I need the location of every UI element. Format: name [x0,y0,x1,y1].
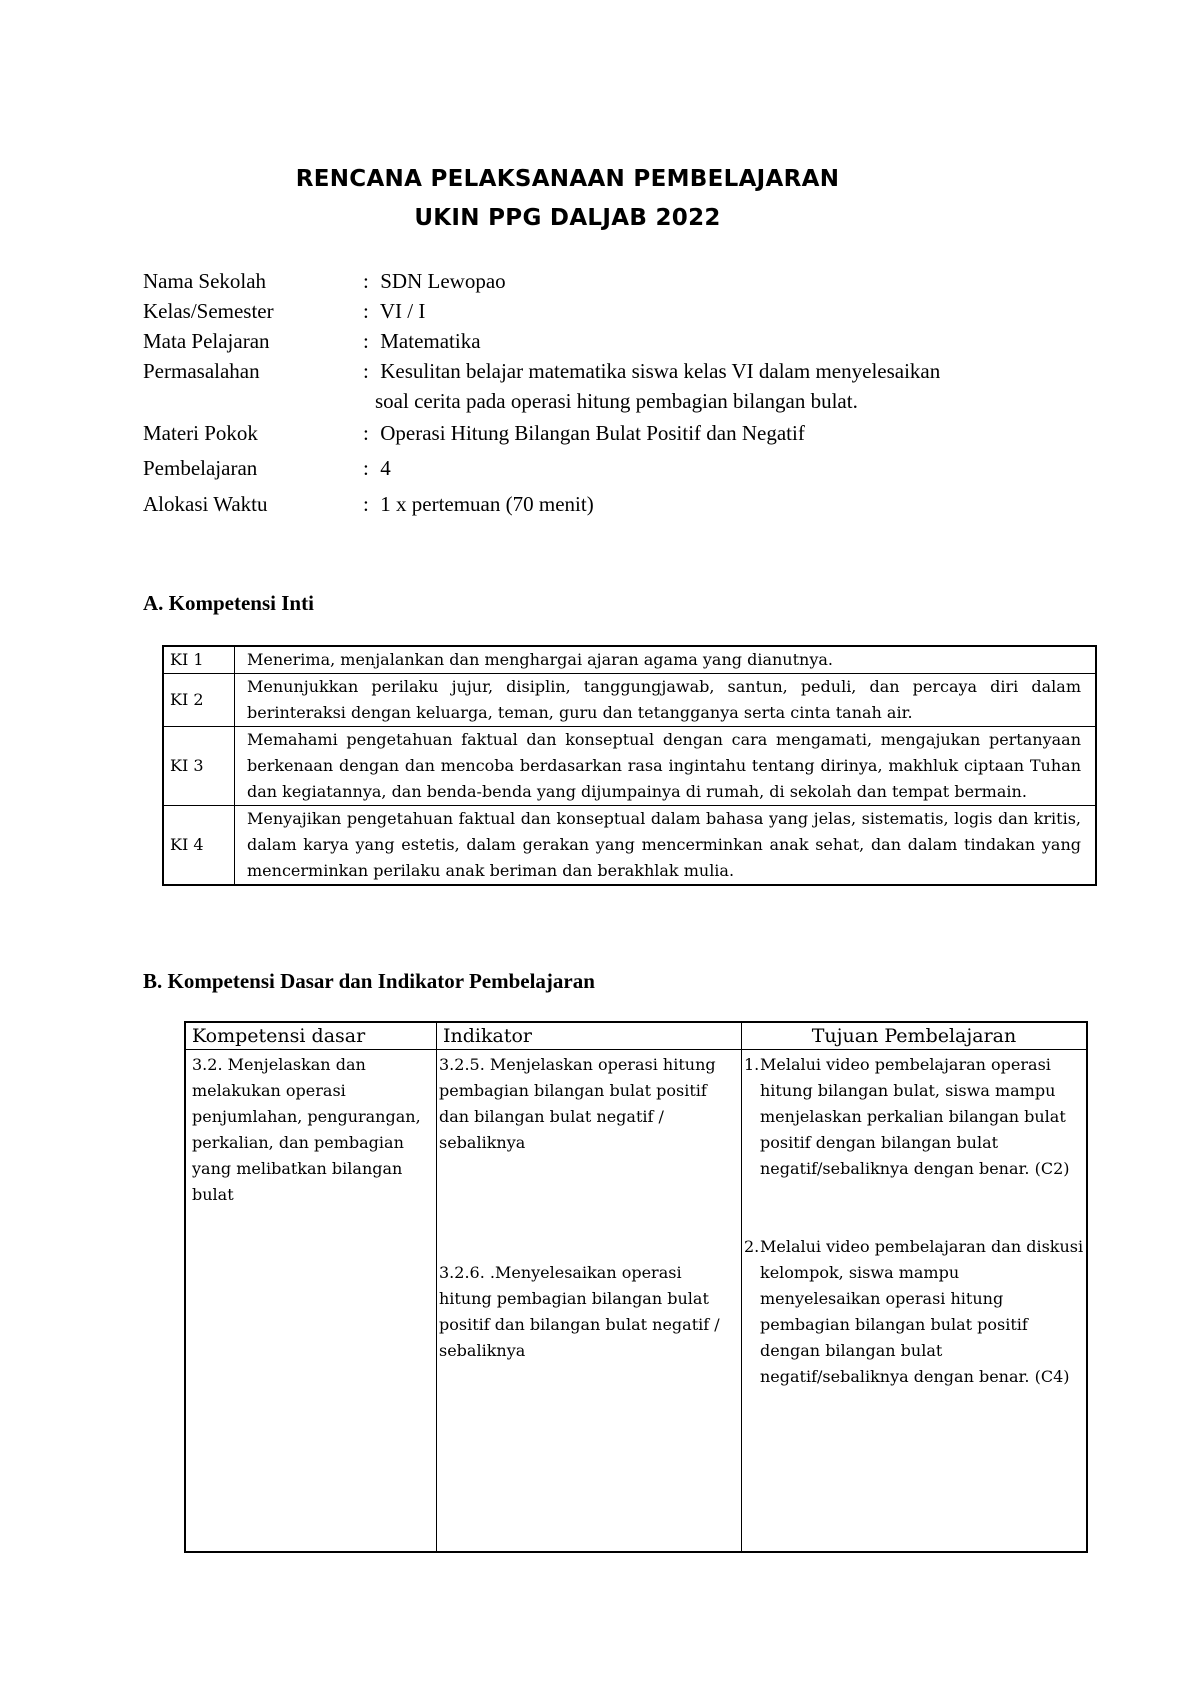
document-title: RENCANA PELAKSANAAN PEMBELAJARAN [295,166,840,192]
tujuan-cell [742,1050,1088,1553]
ki-code: KI 4 [163,806,235,886]
info-value: Kesulitan belajar matematika siswa kelas VI dalam menyelesaikan [380,359,941,383]
table-row [163,806,1096,886]
indikator-cell [437,1050,742,1553]
info-value: 1 x pertemuan (70 menit) [380,492,594,516]
table-row [163,674,1096,727]
table-row [163,727,1096,806]
tujuan-number: 2. [744,1237,760,1256]
tujuan-item [744,1234,1084,1390]
info-label: Nama Sekolah [143,269,267,293]
info-value: Operasi Hitung Bilangan Bulat Positif dan Negatif [380,421,805,445]
kd-text: 3.2. Menjelaskan dan melakukan operasi penjumlahan, pengurangan, perkalian, dan pembagian yang melibatkan bilangan bulat [192,1055,421,1204]
kompetensi-dasar-table [184,1021,1088,1553]
indikator-item: 3.2.6. .Menyelesaikan operasi hitung pembagian bilangan bulat positif dan bilangan bulat negatif / sebaliknya [439,1263,720,1360]
column-header: Tujuan Pembelajaran [742,1022,1088,1050]
info-label: Alokasi Waktu [143,492,268,516]
kd-cell [185,1050,437,1553]
column-header: Kompetensi dasar [185,1022,437,1050]
info-value: VI / I [379,299,426,323]
info-label: Materi Pokok [143,421,258,445]
section-a-heading: A. Kompetensi Inti [143,591,314,615]
ki-code: KI 3 [163,727,235,806]
info-value: 4 [380,456,391,480]
tujuan-text: Melalui video pembelajaran operasi hitung bilangan bulat, siswa mampu menjelaskan perkalian bilangan bulat positif dengan bilangan bulat negatif/sebaliknya dengan benar. (C2) [760,1055,1070,1178]
info-label: Mata Pelajaran [143,329,270,353]
ki-text: Memahami pengetahuan faktual dan konseptual dengan cara mengamati, mengajukan pertanyaan berkenaan dengan dan mencoba berdasarkan rasa ingintahu tentang dirinya, makhluk ciptaan Tuhan dan kegiatannya, dan benda-benda yang dijumpainya di rumah, di sekolah dan tempat bermain. [235,727,1097,806]
ki-text: Menunjukkan perilaku jujur, disiplin, tanggungjawab, santun, peduli, dan percaya diri dalam berinteraksi dengan keluarga, teman, guru dan tetangganya serta cinta tanah air. [235,674,1097,727]
ki-code: KI 1 [163,646,235,674]
table-row [163,646,1096,674]
info-value: Matematika [380,329,481,353]
info-value: SDN Lewopao [380,269,506,293]
tujuan-text: Melalui video pembelajaran dan diskusi kelompok, siswa mampu menyelesaikan operasi hitung pembagian bilangan bulat positif dengan bilangan bulat negatif/sebaliknya dengan benar. (C4) [760,1237,1084,1386]
indikator-item: 3.2.5. Menjelaskan operasi hitung pembagian bilangan bulat positif dan bilangan bulat negatif / sebaliknya [439,1055,716,1152]
ki-text: Menerima, menjalankan dan menghargai ajaran agama yang dianutnya. [235,646,1097,674]
ki-text: Menyajikan pengetahuan faktual dan konseptual dalam bahasa yang jelas, sistematis, logis dan kritis, dalam karya yang estetis, dalam gerakan yang mencerminkan anak sehat, dan dalam tindakan yang mencerminkan perilaku anak beriman dan berakhlak mulia. [235,806,1097,886]
section-b-heading: B. Kompetensi Dasar dan Indikator Pembelajaran [143,969,595,993]
table-row [185,1050,1087,1553]
info-row-lesson: Pembelajaran : 4 [143,453,1043,483]
info-label: Pembelajaran [143,456,258,480]
identity-block [143,266,1043,519]
table-header-row [185,1022,1087,1050]
tujuan-item [744,1052,1084,1182]
info-row-subject: Mata Pelajaran : Matematika [143,326,1043,356]
info-label: Permasalahan [143,359,260,383]
info-label: Kelas/Semester [143,299,274,323]
info-row-school: Nama Sekolah : SDN Lewopao [143,266,1043,296]
info-row-topic: Materi Pokok : Operasi Hitung Bilangan Bulat Positif dan Negatif [143,418,1043,448]
kompetensi-inti-table [162,645,1097,886]
info-row-time: Alokasi Waktu : 1 x pertemuan (70 menit) [143,489,1043,519]
column-header: Indikator [437,1022,742,1050]
tujuan-number: 1. [744,1055,760,1074]
info-value-continued: soal cerita pada operasi hitung pembagian bilangan bulat. [375,389,858,413]
info-row-class: Kelas/Semester : VI / I [143,296,1043,326]
ki-code: KI 2 [163,674,235,727]
document-subtitle: UKIN PPG DALJAB 2022 [414,205,721,231]
info-row-problem: Permasalahan : Kesulitan belajar matematika siswa kelas VI dalam menyelesaikan soal cerita pada operasi hitung pembagian bilangan bulat. [143,356,1043,416]
